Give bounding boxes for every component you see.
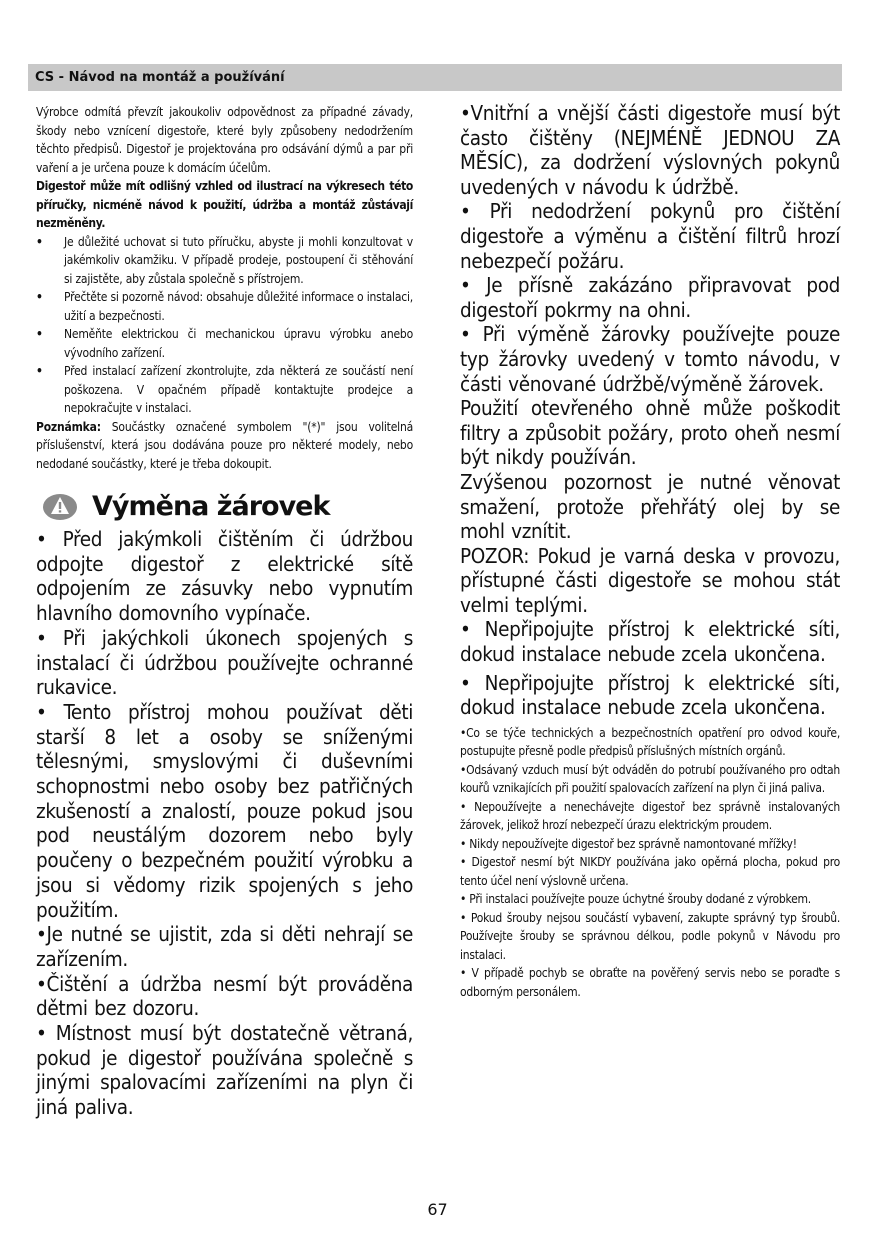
large-paragraph: • Při nedodržení pokynů pro čištění digestoře a výměnu a čištění filtrů hrozí nebezpečí požáru. bbox=[460, 199, 840, 273]
large-paragraph: • Při jakýchkoli úkonech spojených s instalací či údržbou používejte ochranné rukavice. bbox=[36, 625, 413, 700]
small-notes bbox=[460, 724, 840, 1002]
left-column bbox=[36, 103, 413, 1120]
section-header-bar: CS - Návod na montáž a používání bbox=[28, 64, 842, 91]
appearance-note: Digestoř může mít odlišný vzhled od ilustrací na výkresech této příručky, nicméně návod k použití, údržba a montáž zůstávají nezměněny. bbox=[36, 179, 413, 230]
intro-paragraph: Výrobce odmítá převzít jakoukoliv odpovědnost za případné závady, škody nebo vznícení digestoře, které byly způsobeny nedodržením těchto předpisů. Digestoř je projektována pro odsávání dýmů a par při vaření a je určena pouze k domácím účelům. bbox=[36, 105, 413, 175]
note-text: Součástky označené symbolem "(*)" jsou volitelná příslušenství, která jsou dodávána pouze pro některé modely, nebo nedodané součástky, které je třeba dokoupit. bbox=[36, 419, 413, 471]
large-paragraph: •Je nutné se ujistit, zda si děti nehrají se zařízením. bbox=[36, 922, 413, 971]
small-paragraph: • Pokud šrouby nejsou součástí vybavení, zakupte správný typ šroubů. Používejte šrouby se správnou délkou, podle pokynů v Návodu pro instalaci. bbox=[460, 910, 840, 962]
large-paragraph: Zvýšenou pozornost je nutné věnovat smažení, protože přehřátý olej by se mohl vznítit. bbox=[460, 469, 840, 544]
small-paragraph: •Co se týče technických a bezpečnostních opatření pro odvod kouře, postupujte přesně podle předpisů příslušných místních orgánů. bbox=[460, 725, 840, 759]
small-paragraph: • Nepoužívejte a nenechávejte digestoř bez správně instalovaných žárovek, jelikož hrozí nebezpečí úrazu elektrickým proudem. bbox=[460, 799, 840, 833]
large-paragraph: •Čištění a údržba nesmí být prováděna dětmi bez dozoru. bbox=[36, 971, 413, 1021]
large-paragraph: POZOR: Pokud je varná deska v provozu, přístupné části digestoře se mohou stát velmi teplými. bbox=[460, 543, 840, 617]
list-item: • Neměňte elektrickou či mechanickou úpravu výrobku anebo vývodního zařízení. bbox=[36, 327, 413, 360]
list-item: • Přečtěte si pozorně návod: obsahuje důležité informace o instalaci, užití a bezpečnosti. bbox=[36, 290, 413, 323]
safety-bullet-list bbox=[36, 233, 413, 418]
large-paragraph: • Místnost musí být dostatečně větraná, pokud je digestoř používána společně s jinými spalovacími zařízeními na plyn či jiná paliva. bbox=[36, 1021, 413, 1120]
large-paragraph: • Nepřipojujte přístroj k elektrické síti, dokud instalace nebude zcela ukončena. bbox=[460, 670, 840, 720]
large-paragraph: • Tento přístroj mohou používat děti starší 8 let a osoby se sníženými tělesnými, smyslovými či duševními schopnostmi nebo osoby bez patřičných zkušeností a znalostí, pouze pokud jsou pod neustálým dozorem nebo byly poučeny o bezpečném použití výrobku a jsou si vědomy rizik spojených s jeho použitím. bbox=[36, 699, 413, 922]
large-paragraph: • Nepřipojujte přístroj k elektrické síti, dokud instalace nebude zcela ukončena. bbox=[460, 617, 840, 667]
small-paragraph: • Digestoř nesmí být NIKDY používána jako opěrná plocha, pokud pro tento účel není výslovně určena. bbox=[460, 855, 840, 888]
list-item: • Před instalací zařízení zkontrolujte, zda některá ze součástí není poškozena. V opačném případě kontaktujte prodejce a nepokračujte v instalaci. bbox=[36, 364, 413, 415]
large-paragraph: • Při výměně žárovky používejte pouze typ žárovky uvedený v tomto návodu, v části věnované údržbě/výměně žárovek. bbox=[460, 322, 840, 396]
right-column bbox=[460, 101, 840, 1001]
section-heading bbox=[36, 487, 413, 527]
small-paragraph: • Při instalaci používejte pouze úchytné šrouby dodané z výrobkem. bbox=[460, 892, 811, 907]
small-paragraph: • Nikdy nepoužívejte digestoř bez správně namontované mřížky! bbox=[460, 836, 797, 851]
bullet-glyph: • bbox=[36, 364, 43, 378]
large-paragraph: • Před jakýmkoli čištěním či údržbou odpojte digestoř z elektrické sítě odpojením ze zásuvky nebo vypnutím hlavního domovního vypínače. bbox=[36, 527, 413, 626]
note-label: Poznámka: bbox=[36, 419, 101, 434]
maintenance-text bbox=[460, 101, 840, 720]
small-paragraph: •Odsávaný vzduch musí být odváděn do potrubí používaného pro odtah kouřů vznikajících při použití spalovacích zařízení na plyn či jiná paliva. bbox=[460, 762, 840, 796]
lamp-safety-text bbox=[36, 527, 413, 1120]
large-paragraph: Použití otevřeného ohně může poškodit filtry a způsobit požáry, proto oheň nesmí být nikdy používán. bbox=[460, 396, 840, 470]
section-title: Výměna žárovek bbox=[92, 491, 330, 522]
warning-icon bbox=[42, 492, 78, 522]
large-paragraph: • Je přísně zakázáno připravovat pod digestoří pokrmy na ohni. bbox=[460, 273, 840, 322]
note-paragraph bbox=[36, 418, 413, 474]
list-item: • Je důležité uchovat si tuto příručku, abyste ji mohli konzultovat v jakémkoliv okamžiku. V případě prodeje, postoupení či stěhování si zajistěte, aby zůstala společně s přístrojem. bbox=[36, 234, 413, 286]
bullet-glyph: • bbox=[36, 290, 43, 304]
large-paragraph: •Vnitřní a vnější části digestoře musí být často čištěny (NEJMÉNĚ JEDNOU ZA MĚSÍC), za dodržení výslovných pokynů uvedených v návodu k údržbě. bbox=[460, 101, 840, 199]
bullet-glyph: • bbox=[36, 234, 43, 249]
page-number: 67 bbox=[427, 1200, 448, 1219]
small-paragraph: • V případě pochyb se obraťte na pověřený servis nebo se poraďte s odborným personálem. bbox=[460, 966, 840, 999]
bullet-glyph: • bbox=[36, 327, 43, 341]
